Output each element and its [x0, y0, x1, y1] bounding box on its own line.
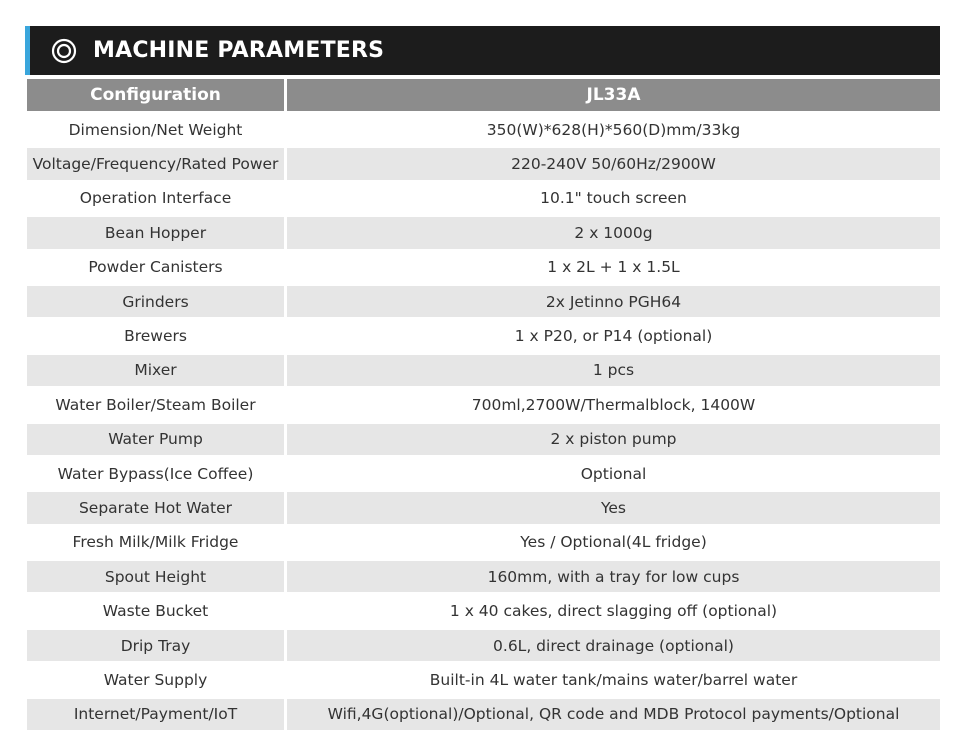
table-row: [27, 217, 940, 248]
parameter-label: Water Bypass(Ice Coffee): [57, 464, 254, 483]
table-row: [27, 630, 940, 661]
parameter-label: Waste Bucket: [102, 602, 209, 621]
table-row: [27, 389, 940, 420]
table-row: [27, 252, 940, 283]
parameter-label: Voltage/Frequency/Rated Power: [27, 148, 284, 179]
parameter-label: Bean Hopper: [27, 217, 284, 248]
double-circle-icon: [51, 38, 77, 64]
table-row: [27, 355, 940, 386]
table-row: [27, 148, 940, 179]
parameter-label: Water Pump: [27, 424, 284, 455]
parameter-value: Built-in 4L water tank/mains water/barrel water: [429, 670, 798, 689]
parameter-label: Water Boiler/Steam Boiler: [55, 395, 256, 414]
parameter-value: 1 pcs: [287, 355, 940, 386]
table-row: [27, 320, 940, 351]
parameter-label: Powder Canisters: [88, 258, 223, 277]
parameter-value: Optional: [580, 464, 647, 483]
parameter-value: Yes: [287, 492, 940, 523]
parameter-value: 10.1" touch screen: [540, 189, 687, 208]
parameter-label: Grinders: [27, 286, 284, 317]
parameter-label: Internet/Payment/IoT: [27, 699, 284, 730]
section-title-bar: [25, 26, 940, 75]
parameters-table: [24, 76, 943, 733]
column-header-model: JL33A: [287, 79, 940, 111]
parameter-label: Operation Interface: [79, 189, 232, 208]
parameter-value: Wifi,4G(optional)/Optional, QR code and MDB Protocol payments/Optional: [287, 699, 940, 730]
parameter-value: 1 x 2L + 1 x 1.5L: [547, 258, 680, 277]
parameter-value: 0.6L, direct drainage (optional): [287, 630, 940, 661]
parameter-label: Spout Height: [27, 561, 284, 592]
table-row: [27, 664, 940, 695]
table-row: [27, 527, 940, 558]
parameter-label: Brewers: [124, 327, 187, 346]
table-header-row: [27, 79, 940, 111]
parameter-label: Mixer: [27, 355, 284, 386]
table-row: [27, 561, 940, 592]
parameter-value: 700ml,2700W/Thermalblock, 1400W: [471, 395, 756, 414]
parameter-value: 220-240V 50/60Hz/2900W: [287, 148, 940, 179]
table-row: [27, 699, 940, 730]
table-body: [27, 114, 940, 730]
table-row: [27, 492, 940, 523]
table-row: [27, 114, 940, 145]
table-row: [27, 286, 940, 317]
parameter-value: 2 x 1000g: [287, 217, 940, 248]
parameter-value: 350(W)*628(H)*560(D)mm/33kg: [486, 120, 741, 139]
table-row: [27, 183, 940, 214]
column-header-configuration: Configuration: [27, 79, 284, 111]
parameter-label: Fresh Milk/Milk Fridge: [72, 533, 239, 552]
parameter-value: 1 x P20, or P14 (optional): [514, 327, 713, 346]
parameter-label: Separate Hot Water: [27, 492, 284, 523]
table-row: [27, 595, 940, 626]
table-row: [27, 424, 940, 455]
parameter-label: Drip Tray: [27, 630, 284, 661]
parameter-value: 2 x piston pump: [287, 424, 940, 455]
parameter-value: 2x Jetinno PGH64: [287, 286, 940, 317]
parameter-label: Water Supply: [103, 670, 208, 689]
parameter-label: Dimension/Net Weight: [68, 120, 243, 139]
parameter-value: 1 x 40 cakes, direct slagging off (optional): [449, 602, 778, 621]
parameter-value: Yes / Optional(4L fridge): [520, 533, 707, 552]
table-row: [27, 458, 940, 489]
parameter-value: 160mm, with a tray for low cups: [287, 561, 940, 592]
section-title: MACHINE PARAMETERS: [93, 38, 385, 63]
